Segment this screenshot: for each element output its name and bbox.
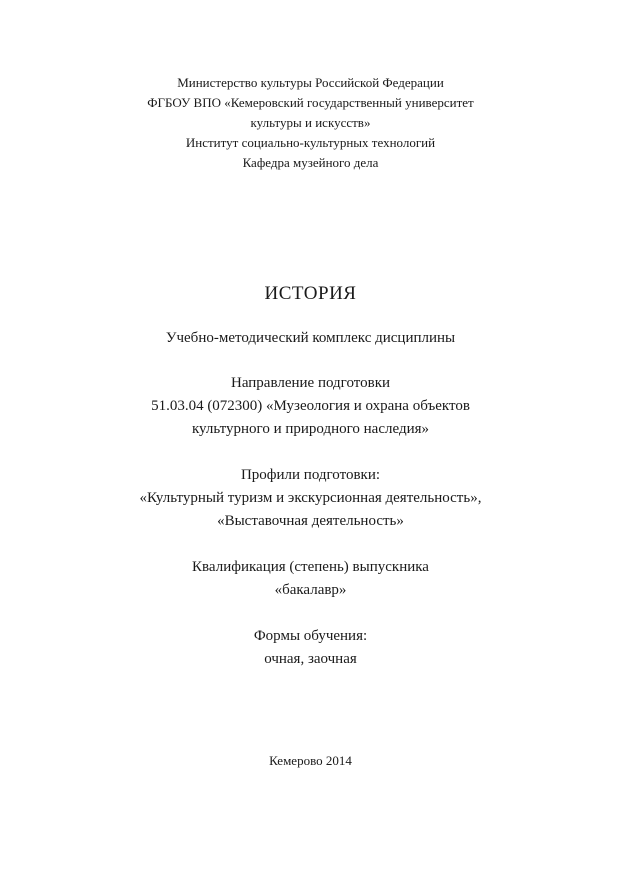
- document-title: ИСТОРИЯ: [264, 283, 357, 304]
- direction-label: Направление подготовки: [230, 375, 391, 391]
- profiles-label: Профили подготовки:: [240, 467, 381, 483]
- document-subtitle: Учебно-методический комплекс дисциплины: [165, 330, 456, 346]
- direction-line1: 51.03.04 (072300) «Музеология и охрана объектов: [151, 398, 470, 414]
- direction-line2: культурного и природного наследия»: [191, 421, 430, 437]
- profiles-line1: «Культурный туризм и экскурсионная деятельность»,: [139, 490, 482, 506]
- qualification-label: Квалификация (степень) выпускника: [192, 559, 429, 575]
- university-name-line1: ФГБОУ ВПО «Кемеровский государственный университет: [147, 95, 474, 110]
- study-forms-value: очная, заочная: [264, 651, 357, 667]
- university-name-line2: культуры и искусств»: [250, 115, 371, 130]
- profiles-line2: «Выставочная деятельность»: [217, 513, 404, 529]
- study-forms-label: Формы обучения:: [253, 628, 368, 644]
- ministry-name: Министерство культуры Российской Федерации: [177, 75, 444, 90]
- city-year: Кемерово 2014: [269, 753, 352, 768]
- qualification-value: «бакалавр»: [274, 582, 347, 598]
- department-name: Кафедра музейного дела: [242, 155, 379, 170]
- institute-name: Институт социально-культурных технологий: [185, 135, 436, 150]
